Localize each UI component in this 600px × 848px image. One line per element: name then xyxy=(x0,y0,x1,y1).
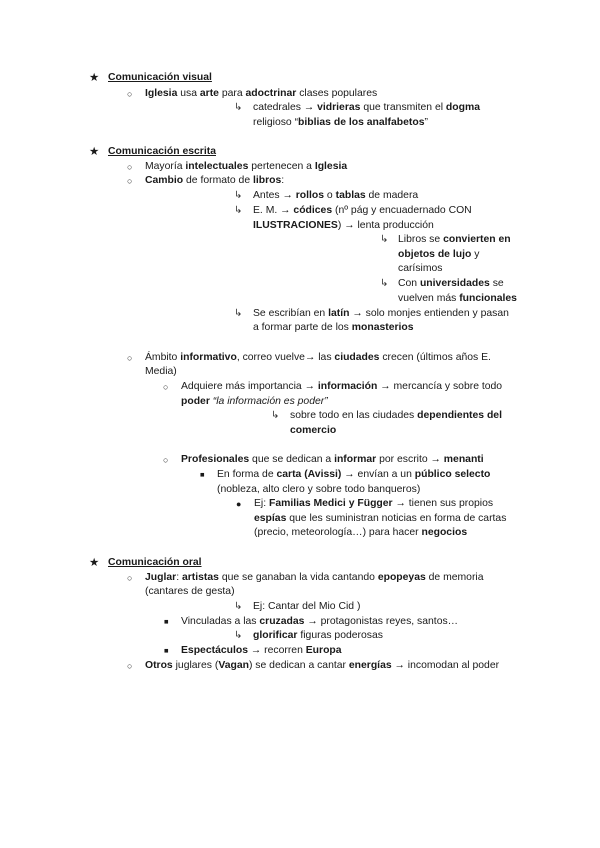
text-segment: catedrales → xyxy=(253,102,318,113)
bold-text: dependientes del xyxy=(417,410,502,421)
bold-text: latín xyxy=(328,308,350,319)
text-segment: (cantares de gesta) xyxy=(145,586,235,597)
bold-text: Juglar xyxy=(145,572,177,583)
text-segment: Mayoría xyxy=(145,161,186,172)
text-segment: que les suministran noticias en forma de cartas xyxy=(286,513,507,524)
bold-text: comercio xyxy=(290,425,337,436)
bold-text: libros xyxy=(253,175,282,186)
text-segment: → tienen sus propios xyxy=(392,498,494,509)
text-segment: carísimos xyxy=(398,263,443,274)
section-heading-escrita: Comunicación escrita xyxy=(108,146,216,157)
text-segment: ” xyxy=(424,117,428,128)
text-line xyxy=(145,351,491,366)
text-segment: : xyxy=(281,175,285,186)
bold-text: universidades xyxy=(419,278,490,289)
circle-bullet-icon: ○ xyxy=(127,353,133,363)
text-line xyxy=(290,409,502,424)
bold-text: público selecto xyxy=(414,469,491,480)
text-line xyxy=(254,512,506,527)
text-line xyxy=(253,307,509,322)
text-segment: ) se dedican a cantar xyxy=(248,660,349,671)
text-segment: (precio, meteorología…) para hacer xyxy=(254,527,422,538)
text-line xyxy=(254,497,493,512)
text-segment: sobre todo en las ciudades xyxy=(290,410,418,421)
text-line xyxy=(253,204,472,219)
bold-text: ciudades xyxy=(334,352,380,363)
text-segment: por escrito → xyxy=(376,454,444,465)
text-line xyxy=(217,483,420,498)
text-line xyxy=(398,262,442,277)
text-segment: Media) xyxy=(145,366,177,377)
text-segment: pertenecen a xyxy=(248,161,315,172)
bold-text: poder xyxy=(181,396,210,407)
text-segment: Vinculadas a las xyxy=(181,616,260,627)
square-bullet-icon: ■ xyxy=(200,470,205,479)
text-line xyxy=(253,189,418,204)
text-segment: que se dedican a xyxy=(249,454,335,465)
text-line xyxy=(290,424,336,439)
bold-text: Profesionales xyxy=(181,454,250,465)
text-line xyxy=(145,160,347,175)
text-segment: : xyxy=(176,572,182,583)
text-segment: → recorren xyxy=(248,645,306,656)
bold-text: informativo xyxy=(180,352,237,363)
italic-text: “la información es poder” xyxy=(212,396,328,407)
bold-text: intelectuales xyxy=(185,161,249,172)
dot-bullet-icon: ● xyxy=(236,499,242,509)
text-segment: , correo vuelve→ las xyxy=(236,352,335,363)
text-line xyxy=(398,233,511,248)
bold-text: glorificar xyxy=(253,630,298,641)
bold-text: biblias de los analfabetos xyxy=(298,117,425,128)
text-segment: se xyxy=(489,278,504,289)
text-segment: a formar parte de los xyxy=(253,322,352,333)
text-segment: Ej: xyxy=(254,498,270,509)
text-segment: crecen (últimos años E. xyxy=(379,352,491,363)
text-line xyxy=(181,615,458,630)
bold-text: monasterios xyxy=(351,322,414,333)
bold-text: Cambio xyxy=(145,175,184,186)
text-segment: vuelven más xyxy=(398,293,460,304)
sub-arrow-icon: ↳ xyxy=(380,234,389,245)
text-line xyxy=(253,321,414,336)
text-line xyxy=(145,585,235,600)
text-segment: que transmiten el xyxy=(360,102,446,113)
bold-text: negocios xyxy=(421,527,468,538)
square-bullet-icon: ■ xyxy=(164,617,169,626)
bold-text: Familias Medici y Függer xyxy=(269,498,393,509)
text-line xyxy=(217,468,490,483)
circle-bullet-icon: ○ xyxy=(163,382,169,392)
text-segment: Con xyxy=(398,278,420,289)
bold-text: artistas xyxy=(181,572,219,583)
text-line xyxy=(145,571,484,586)
text-segment: ) → lenta producción xyxy=(337,220,434,231)
bold-text: tablas xyxy=(335,190,366,201)
text-segment: → protagonistas reyes, santos… xyxy=(304,616,459,627)
text-segment: y xyxy=(471,249,480,260)
text-segment: → mercancía y sobre todo xyxy=(377,381,503,392)
text-segment: Libros se xyxy=(398,234,444,245)
text-line xyxy=(181,395,328,410)
bold-text: dogma xyxy=(445,102,480,113)
star-bullet-icon: ★ xyxy=(89,146,100,158)
text-segment: de memoria xyxy=(425,572,484,583)
text-segment: de madera xyxy=(365,190,419,201)
text-segment: Ej: Cantar del Mio Cid ) xyxy=(253,601,361,612)
text-segment: E. M. → xyxy=(253,205,294,216)
text-segment: → solo monjes entienden y pasan xyxy=(349,308,509,319)
text-line xyxy=(181,380,502,395)
bold-text: adoctrinar xyxy=(245,88,297,99)
bold-text: Vagan xyxy=(218,660,249,671)
text-segment: → incomodan al poder xyxy=(391,660,500,671)
text-line xyxy=(254,526,467,541)
text-segment: Ámbito xyxy=(145,352,181,363)
square-bullet-icon: ■ xyxy=(164,646,169,655)
text-segment: de formato de xyxy=(183,175,253,186)
star-bullet-icon: ★ xyxy=(89,557,100,569)
text-segment: figuras poderosas xyxy=(297,630,383,641)
sub-arrow-icon: ↳ xyxy=(234,205,243,216)
bold-text: ILUSTRACIONES xyxy=(253,220,338,231)
bold-text: epopeyas xyxy=(377,572,426,583)
text-line xyxy=(398,292,517,307)
bold-text: menanti xyxy=(443,454,484,465)
text-line xyxy=(398,277,504,292)
text-segment: para xyxy=(218,88,246,99)
text-segment: → envían a un xyxy=(341,469,415,480)
text-segment: (nº pág y encuadernado CON xyxy=(332,205,472,216)
text-line xyxy=(145,174,284,189)
text-line xyxy=(145,87,377,102)
bold-text: cruzadas xyxy=(259,616,305,627)
text-line xyxy=(253,600,360,615)
bold-text: objetos de lujo xyxy=(398,249,472,260)
text-line xyxy=(398,248,479,263)
text-segment: En forma de xyxy=(217,469,277,480)
text-segment: clases populares xyxy=(296,88,378,99)
sub-arrow-icon: ↳ xyxy=(234,601,243,612)
bold-text: Europa xyxy=(305,645,342,656)
bold-text: vidrieras xyxy=(317,102,361,113)
bold-text: Otros xyxy=(145,660,173,671)
text-segment: juglares ( xyxy=(172,660,219,671)
text-line xyxy=(253,629,383,644)
bold-text: Iglesia xyxy=(145,88,178,99)
text-line xyxy=(145,659,499,674)
circle-bullet-icon: ○ xyxy=(127,176,133,186)
star-bullet-icon: ★ xyxy=(89,72,100,84)
text-segment: religioso “ xyxy=(253,117,299,128)
text-line xyxy=(145,365,177,380)
section-heading-oral: Comunicación oral xyxy=(108,557,202,568)
bold-text: informar xyxy=(334,454,377,465)
circle-bullet-icon: ○ xyxy=(127,573,133,583)
circle-bullet-icon: ○ xyxy=(127,162,133,172)
text-line xyxy=(253,219,434,234)
bold-text: convierten en xyxy=(443,234,511,245)
text-segment: que se ganaban la vida cantando xyxy=(218,572,378,583)
text-segment: Se escribían en xyxy=(253,308,329,319)
bold-text: carta (Avissi) xyxy=(276,469,342,480)
circle-bullet-icon: ○ xyxy=(127,89,133,99)
bold-text: arte xyxy=(199,88,219,99)
text-line xyxy=(253,101,480,116)
bold-text: espías xyxy=(254,513,287,524)
circle-bullet-icon: ○ xyxy=(163,455,169,465)
sub-arrow-icon: ↳ xyxy=(380,278,389,289)
text-line xyxy=(181,644,342,659)
text-segment: (nobleza, alto clero y sobre todo banqueros) xyxy=(217,484,421,495)
bold-text: rollos xyxy=(295,190,325,201)
sub-arrow-icon: ↳ xyxy=(234,630,243,641)
sub-arrow-icon: ↳ xyxy=(234,308,243,319)
bold-text: Espectáculos xyxy=(181,645,248,656)
text-line xyxy=(181,453,484,468)
text-segment: o xyxy=(324,190,336,201)
text-segment: Antes → xyxy=(253,190,296,201)
section-heading-visual: Comunicación visual xyxy=(108,72,212,83)
text-segment: Adquiere más importancia → xyxy=(181,381,318,392)
bold-text: Iglesia xyxy=(314,161,348,172)
bold-text: información xyxy=(317,381,378,392)
bold-text: energías xyxy=(348,660,392,671)
circle-bullet-icon: ○ xyxy=(127,661,133,671)
sub-arrow-icon: ↳ xyxy=(271,410,280,421)
text-segment: usa xyxy=(177,88,200,99)
sub-arrow-icon: ↳ xyxy=(234,190,243,201)
text-line xyxy=(253,116,428,131)
bold-text: funcionales xyxy=(459,293,517,304)
sub-arrow-icon: ↳ xyxy=(234,102,243,113)
bold-text: códices xyxy=(293,205,333,216)
